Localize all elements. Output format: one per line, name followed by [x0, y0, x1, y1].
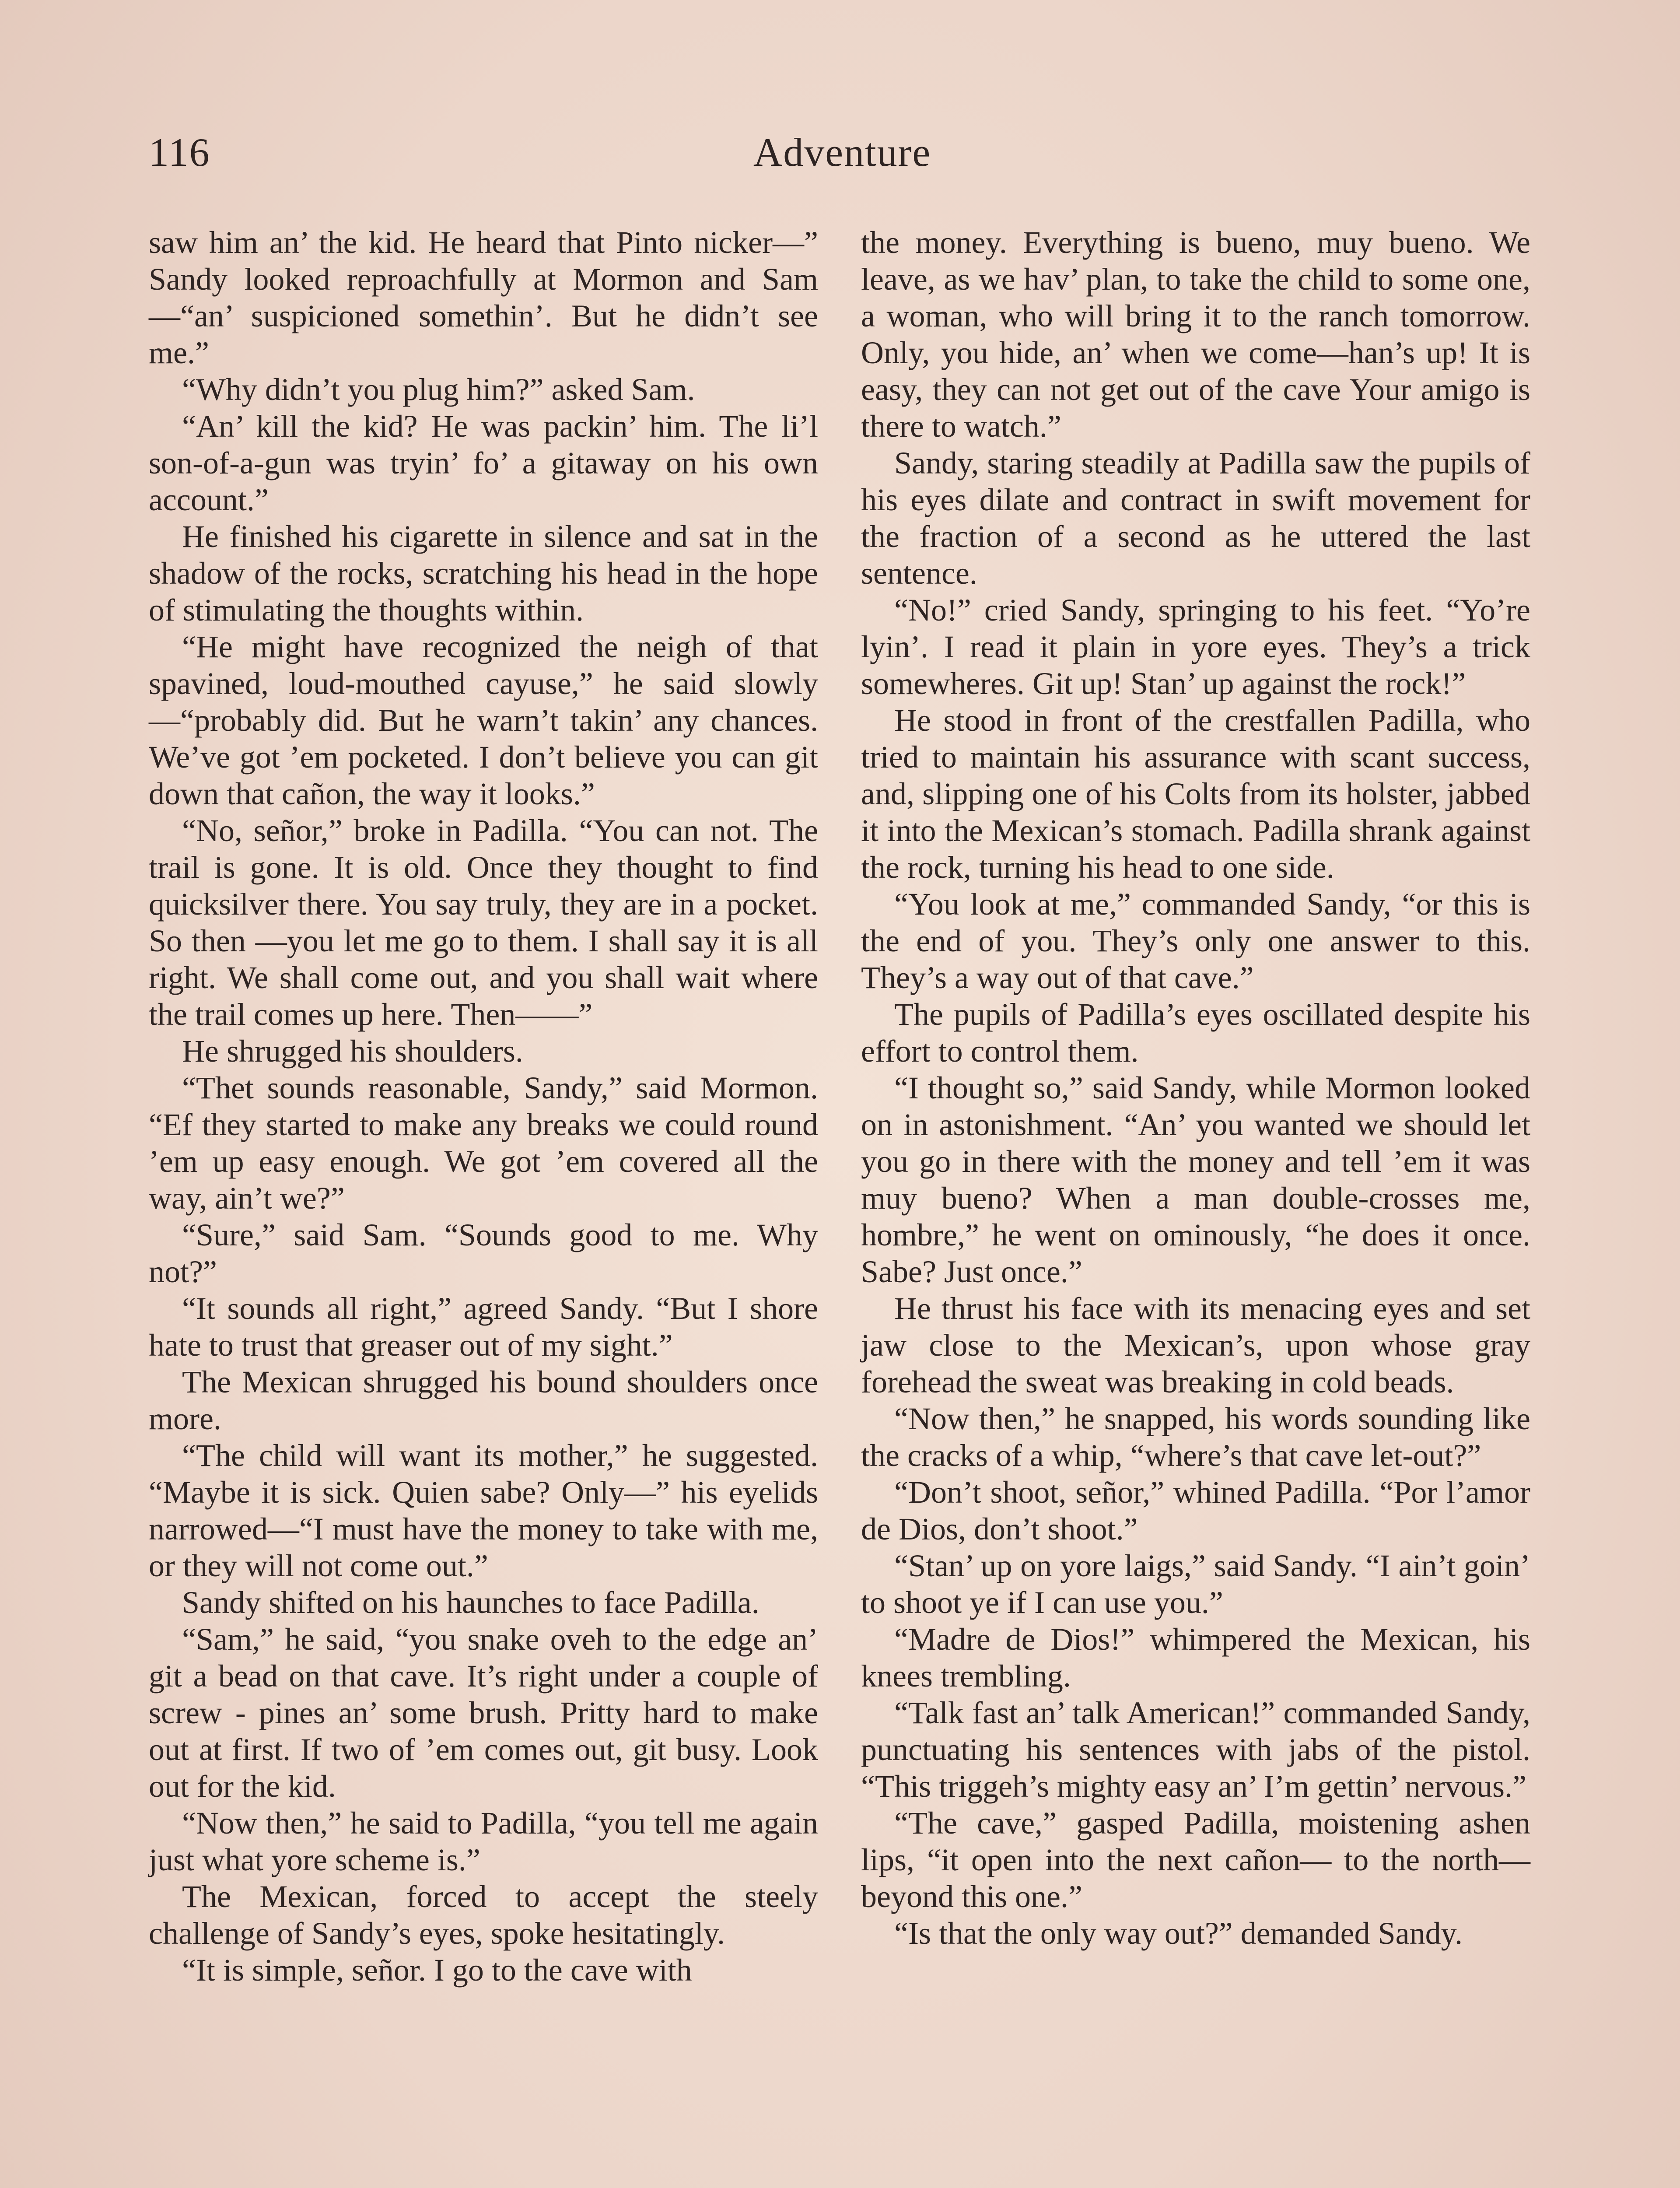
left-text-column: [149, 224, 818, 1988]
page-header: [149, 129, 1536, 182]
paragraph: “Don’t shoot, señor,” whined Padilla. “Por l’amor de Dios, don’t shoot.”: [861, 1475, 1530, 1546]
running-head-title: Adventure: [753, 130, 931, 175]
paragraph: He shrugged his shoulders.: [182, 1034, 523, 1069]
paragraph: “The child will want its mother,” he suggested. “Maybe it is sick. Quien sabe? Only—” his eyelids narrowed—“I must have the money to take with me, or they will not come out.”: [149, 1438, 818, 1583]
paragraph: “Stan’ up on yore laigs,” said Sandy. “I ain’t goin’ to shoot ye if I can use you.”: [861, 1548, 1530, 1620]
paragraph: “Talk fast an’ talk American!” commanded Sandy, punctuating his sentences with jabs of the pistol. “This triggeh’s mighty easy an’ I’m gettin’ nervous.”: [861, 1695, 1530, 1804]
paragraph: He thrust his face with its menacing eyes and set jaw close to the Mexican’s, upon whose gray forehead the sweat was breaking in cold beads.: [861, 1291, 1530, 1399]
paragraph: “You look at me,” commanded Sandy, “or this is the end of you. They’s only one answer to this. They’s a way out of that cave.”: [861, 887, 1530, 995]
paragraph: “Madre de Dios!” whimpered the Mexican, his knees trembling.: [861, 1622, 1530, 1694]
paragraph: “The cave,” gasped Padilla, moistening ashen lips, “it open into the next cañon— to the north—beyond this one.”: [861, 1806, 1530, 1914]
paragraph: “Why didn’t you plug him?” asked Sam.: [182, 372, 695, 407]
paragraph: the money. Everything is bueno, muy bueno. We leave, as we hav’ plan, to take the child to some one, a woman, who will bring it to the ranch tomorrow. Only, you hide, an’ when we come—han’s up! It is easy, they can not get out of the cave Your amigo is there to watch.”: [861, 225, 1530, 444]
paragraph: “He might have recognized the neigh of that spavined, loud-mouthed cayuse,” he said slowly—“probably did. But he warn’t takin’ any chances. We’ve got ’em pocketed. I don’t believe you can git down that cañon, the way it looks.”: [149, 629, 818, 811]
paragraph: “Is that the only way out?” demanded Sandy.: [894, 1916, 1463, 1951]
right-text-column: [861, 224, 1530, 1952]
paragraph: “No, señor,” broke in Padilla. “You can not. The trail is gone. It is old. Once they thought to find quicksilver there. You say truly, they are in a pocket. So then —you let me go to them. I shall say it is all right. We shall come out, and you shall wait where the trail comes up here. Then——”: [149, 813, 818, 1032]
paragraph: “I thought so,” said Sandy, while Mormon looked on in astonishment. “An’ you wanted we should let you go in there with the money and tell ’em it was muy bueno? When a man double-crosses me, hombre,” he went on ominously, “he does it once. Sabe? Just once.”: [861, 1070, 1530, 1289]
paragraph: He finished his cigarette in silence and sat in the shadow of the rocks, scratching his head in the hope of stimulating the thoughts within.: [149, 519, 818, 628]
paragraph: “Now then,” he snapped, his words sounding like the cracks of a whip, “where’s that cave let-out?”: [861, 1401, 1530, 1473]
page-number: 116: [149, 130, 210, 175]
paragraph: “It is simple, señor. I go to the cave with: [182, 1953, 692, 1988]
paragraph: “Thet sounds reasonable, Sandy,” said Mormon. “Ef they started to make any breaks we could round ’em up easy enough. We got ’em covered all the way, ain’t we?”: [149, 1070, 818, 1216]
paragraph: “Sam,” he said, “you snake oveh to the edge an’ git a bead on that cave. It’s right under a couple of screw - pines an’ some brush. Pritty hard to make out at first. If two of ’em comes out, git busy. Look out for the kid.: [149, 1622, 818, 1804]
paragraph: “Sure,” said Sam. “Sounds good to me. Why not?”: [149, 1217, 818, 1289]
paragraph: Sandy, staring steadily at Padilla saw the pupils of his eyes dilate and contract in swift movement for the fraction of a second as he uttered the last sentence.: [861, 445, 1530, 591]
paragraph: saw him an’ the kid. He heard that Pinto nicker—” Sandy looked reproachfully at Mormon and Sam—“an’ suspicioned somethin’. But he didn’t see me.”: [149, 225, 818, 370]
paragraph: The Mexican shrugged his bound shoulders once more.: [149, 1364, 818, 1436]
paragraph: The Mexican, forced to accept the steely challenge of Sandy’s eyes, spoke hesitatingly.: [149, 1879, 818, 1951]
paragraph: The pupils of Padilla’s eyes oscillated despite his effort to control them.: [861, 997, 1530, 1069]
paragraph: “An’ kill the kid? He was packin’ him. The li’l son-of-a-gun was tryin’ fo’ a gitaway on his own account.”: [149, 409, 818, 517]
paragraph: He stood in front of the crestfallen Padilla, who tried to maintain his assurance with scant success, and, slipping one of his Colts from its holster, jabbed it into the Mexican’s stomach. Padilla shrank against the rock, turning his head to one side.: [861, 703, 1530, 885]
paragraph: “It sounds all right,” agreed Sandy. “But I shore hate to trust that greaser out of my sight.”: [149, 1291, 818, 1363]
paragraph: “No!” cried Sandy, springing to his feet. “Yo’re lyin’. I read it plain in yore eyes. They’s a trick somewheres. Git up! Stan’ up against the rock!”: [861, 593, 1530, 701]
paragraph: Sandy shifted on his haunches to face Padilla.: [182, 1585, 760, 1620]
paragraph: “Now then,” he said to Padilla, “you tell me again just what yore scheme is.”: [149, 1806, 818, 1877]
